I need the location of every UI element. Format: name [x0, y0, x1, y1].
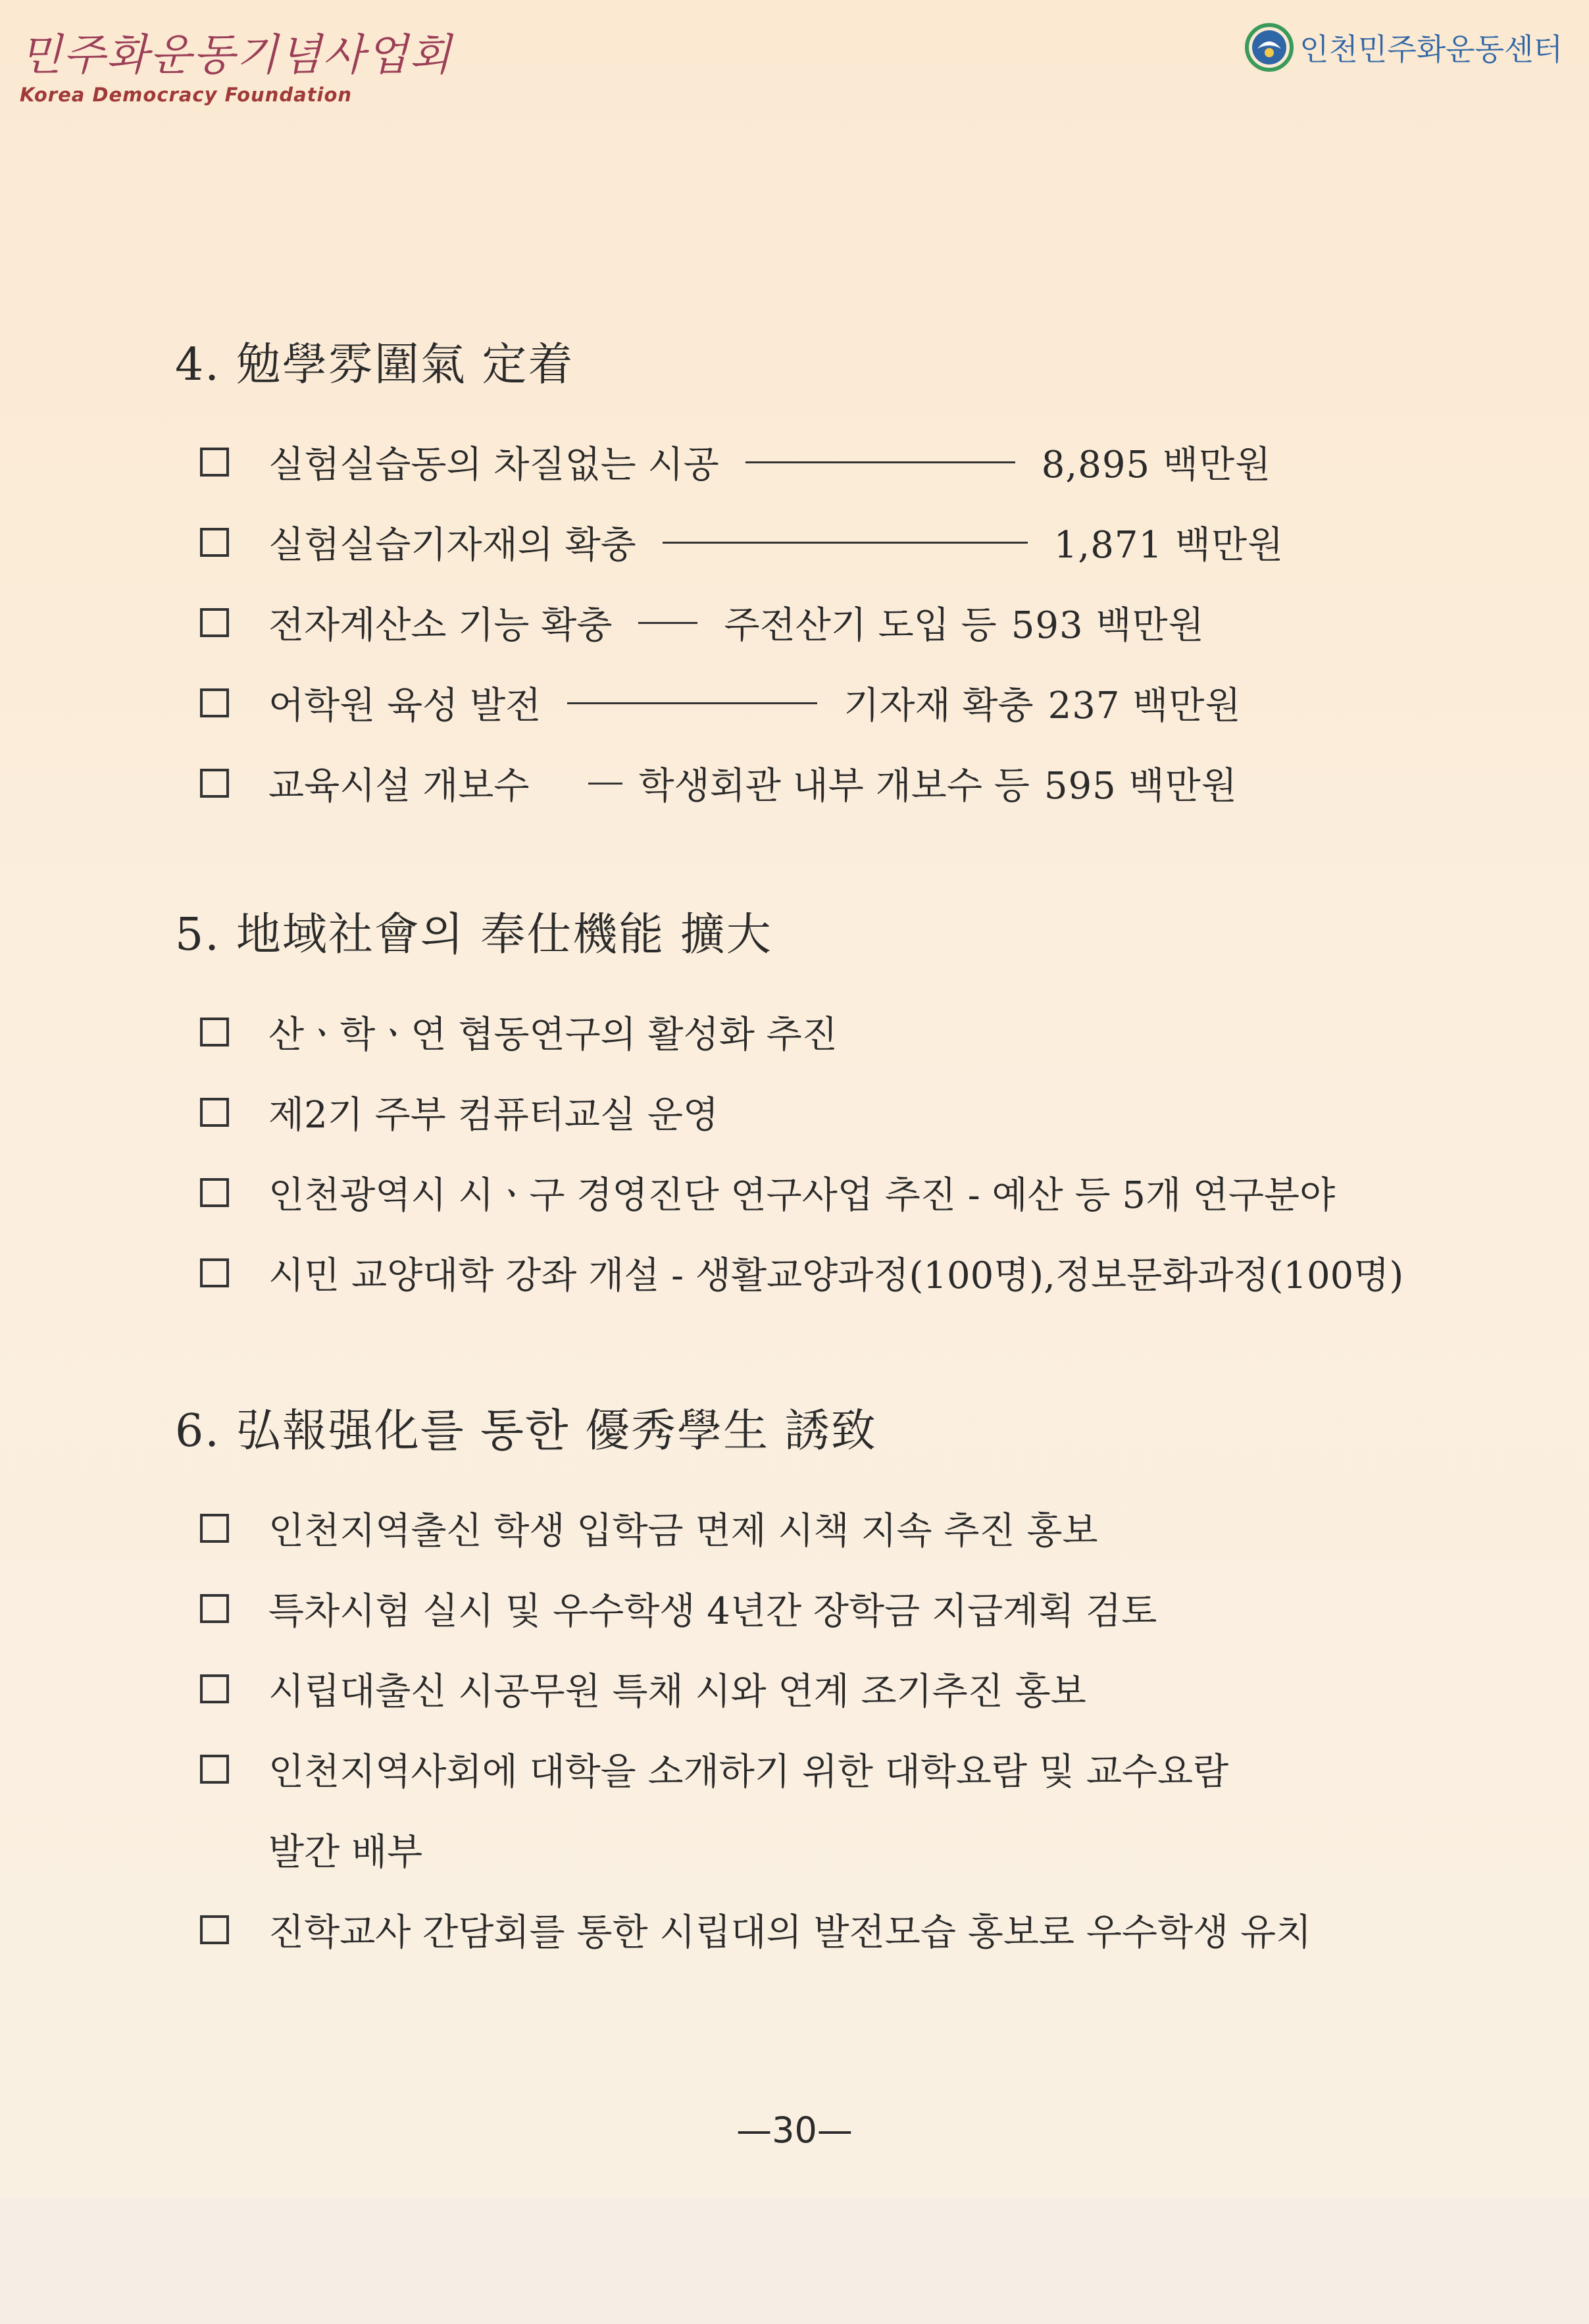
checkbox-icon: [200, 688, 229, 717]
item-text: 교육시설 개보수: [268, 765, 530, 808]
list-item: [175, 743, 1284, 823]
list-item: [175, 1890, 1311, 1970]
leader-line: [588, 783, 622, 785]
item-text: 실험실습동의 차질없는 시공: [268, 444, 719, 486]
section-number: 5.: [175, 909, 220, 961]
checkbox-icon: [200, 528, 229, 557]
list-item: [175, 1072, 1403, 1152]
section-number: 6.: [175, 1405, 220, 1457]
section-6: [175, 1395, 1311, 1970]
section-title: 弘報强化를 통한 優秀學生 誘致: [236, 1405, 877, 1457]
incheon-center-emblem-icon: [1244, 22, 1294, 72]
incheon-center-name: 인천민주화운동센터: [1299, 32, 1563, 67]
list-item: [175, 1152, 1403, 1233]
checkbox-icon: [200, 1514, 229, 1543]
item-text: 제2기 주부 컴퓨터교실 운영: [268, 1094, 719, 1137]
section-number: 4.: [175, 339, 220, 391]
checkbox-icon: [200, 608, 229, 637]
item-detail: 학생회관 내부 개보수 등: [638, 765, 1030, 808]
item-amount: 1,871 백만원: [1053, 524, 1284, 567]
section-heading: [175, 899, 1403, 963]
list-item: [175, 502, 1284, 582]
item-text: 인천광역시 시ㆍ구 경영진단 연구사업 추진 - 예산 등 5개 연구분야: [268, 1174, 1336, 1217]
checkbox-icon: [200, 1098, 229, 1127]
item-text: 시립대출신 시공무원 특채 시와 연계 조기추진 홍보: [268, 1670, 1086, 1713]
section-title: 勉學雰圍氣 定着: [236, 339, 574, 391]
section-heading: [175, 329, 1284, 393]
section-heading: [175, 1395, 1311, 1459]
leader-line: [567, 702, 817, 704]
item-amount: 237 백만원: [1047, 684, 1242, 727]
section-4: [175, 329, 1284, 823]
scan-margin: [0, 2198, 1589, 2324]
item-text: 인천지역출신 학생 입학금 면제 시책 지속 추진 홍보: [268, 1510, 1098, 1553]
kdf-logo-english: Korea Democracy Foundation: [20, 84, 353, 106]
list-item: [175, 1233, 1403, 1313]
item-text: 진학교사 간담회를 통한 시립대의 발전모습 홍보로 우수학생 유치: [268, 1911, 1312, 1954]
checkbox-icon: [200, 1674, 229, 1703]
list-item: [175, 1568, 1311, 1649]
incheon-center-logo: [1244, 22, 1563, 72]
list-item: [175, 582, 1284, 663]
checkbox-icon: [200, 448, 229, 477]
section-title: 地域社會의 奉仕機能 擴大: [236, 909, 772, 961]
item-amount: 8,895 백만원: [1041, 444, 1272, 486]
item-detail: 주전산기 도입 등: [724, 604, 997, 647]
list-item: [175, 422, 1284, 502]
item-text: 시민 교양대학 강좌 개설 - 생활교양과정(100명),정보문화과정(100명): [268, 1254, 1404, 1297]
item-detail: 기자재 확충: [844, 684, 1034, 727]
list-item: [175, 1488, 1311, 1568]
item-amount: 593 백만원: [1011, 604, 1205, 647]
item-text: 산ㆍ학ㆍ연 협동연구의 활성화 추진: [268, 1014, 838, 1056]
page-number: —30—: [736, 2109, 853, 2151]
leader-line: [745, 461, 1015, 463]
checkbox-icon: [200, 1178, 229, 1207]
leader-line: [638, 622, 697, 624]
kdf-logo: [20, 20, 453, 106]
kdf-logo-korean: 민주화운동기념사업회: [20, 30, 453, 80]
list-item: [175, 1649, 1311, 1729]
checkbox-icon: [200, 1018, 229, 1046]
item-text: 전자계산소 기능 확충: [268, 604, 613, 647]
item-continuation: 발간 배부: [268, 1831, 423, 1874]
item-text: 특차시험 실시 및 우수학생 4년간 장학금 지급계획 검토: [268, 1590, 1157, 1633]
item-text: 실험실습기자재의 확충: [268, 524, 636, 567]
list-item: [175, 992, 1403, 1072]
list-item: [175, 1729, 1311, 1809]
item-text: 인천지역사회에 대학을 소개하기 위한 대학요람 및 교수요람: [268, 1751, 1229, 1794]
list-item: [175, 663, 1284, 743]
checkbox-icon: [200, 1915, 229, 1944]
checkbox-icon: [200, 1594, 229, 1623]
checkbox-icon: [200, 1755, 229, 1784]
item-amount: 595 백만원: [1044, 765, 1238, 808]
section-5: [175, 899, 1403, 1313]
item-text: 어학원 육성 발전: [268, 684, 542, 727]
checkbox-icon: [200, 1258, 229, 1287]
leader-line: [663, 542, 1028, 544]
checkbox-icon: [200, 769, 229, 798]
